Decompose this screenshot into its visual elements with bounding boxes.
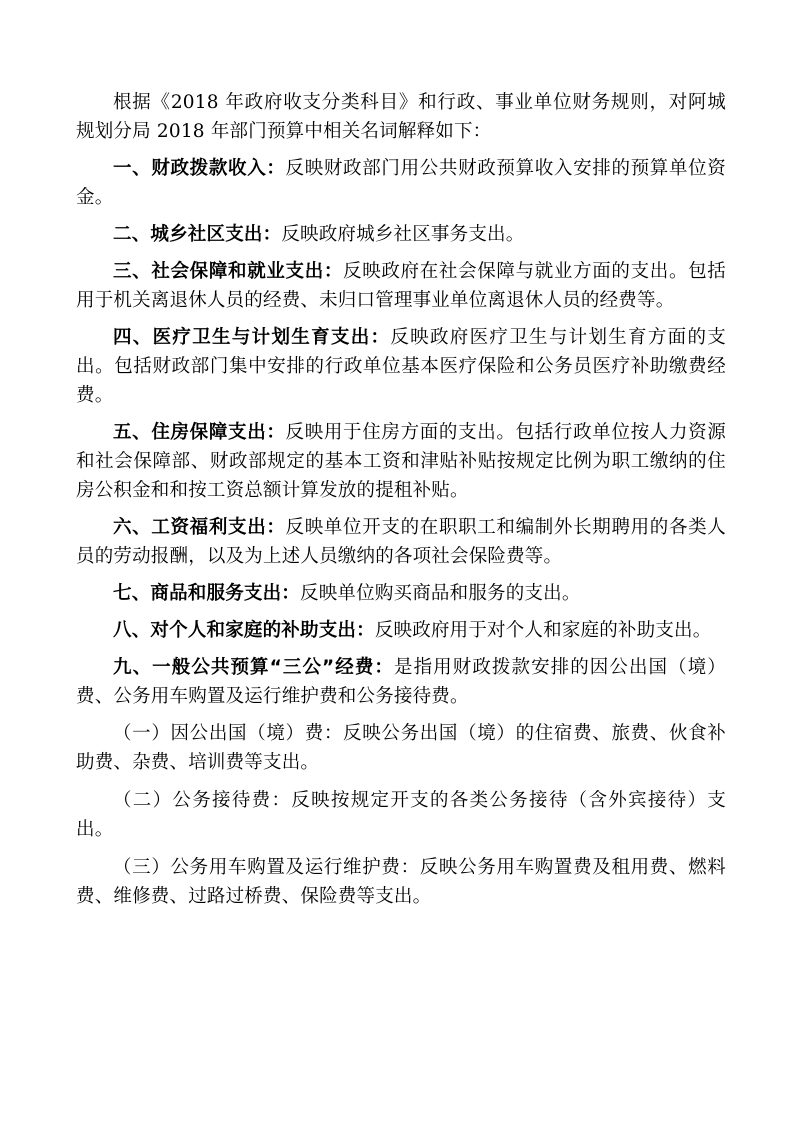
paragraph-heading: 四、医疗卫生与计划生育支出： bbox=[113, 327, 391, 348]
sub-item-3 bbox=[76, 853, 726, 911]
paragraph-body: 反映政府医疗卫生与计划生育方面的支出。包括财政部门集中安排的行政单位基本医疗保险和公务员医疗补助缴费经费。 bbox=[76, 327, 726, 406]
sub-item-2 bbox=[76, 786, 726, 844]
paragraph-heading: 二、城乡社区支出： bbox=[113, 224, 282, 245]
paragraph-body: 反映用于住房方面的支出。包括行政单位按人力资源和社会保障部、财政部规定的基本工资和津贴补贴按规定比例为职工缴纳的住房公积金和和按工资总额计算发放的提租补贴。 bbox=[76, 422, 726, 501]
document-page bbox=[76, 88, 726, 920]
definition-item-7 bbox=[76, 579, 726, 608]
paragraph-body: （二）公务接待费：反映按规定开支的各类公务接待（含外宾接待）支出。 bbox=[76, 790, 726, 840]
paragraph-body: 反映单位购买商品和服务的支出。 bbox=[300, 583, 581, 604]
paragraph-body: 反映财政部门用公共财政预算收入安排的预算单位资金。 bbox=[76, 158, 726, 208]
paragraph-body: 反映政府在社会保障与就业方面的支出。包括用于机关离退休人员的经费、未归口管理事业单位离退休人员的经费等。 bbox=[76, 261, 726, 311]
paragraph-body: （三）公务用车购置及运行维护费：反映公务用车购置费及租用费、燃料费、维修费、过路过桥费、保险费等支出。 bbox=[76, 857, 726, 907]
paragraph-body: 是指用财政拨款安排的因公出国（境）费、公务用车购置及运行维护费和公务接待费。 bbox=[76, 657, 726, 707]
paragraph-heading: 五、住房保障支出： bbox=[113, 422, 286, 443]
paragraph-body: 反映单位开支的在职职工和编制外长期聘用的各类人员的劳动报酬，以及为上述人员缴纳的各项社会保险费等。 bbox=[76, 517, 726, 567]
paragraph-body: 反映政府城乡社区事务支出。 bbox=[281, 224, 525, 245]
definition-item-6 bbox=[76, 513, 726, 571]
definition-item-8 bbox=[76, 616, 726, 645]
paragraph-heading: 三、社会保障和就业支出： bbox=[113, 261, 344, 282]
definition-item-3 bbox=[76, 257, 726, 315]
definition-item-2 bbox=[76, 220, 726, 249]
definition-item-5 bbox=[76, 418, 726, 505]
definition-item-9 bbox=[76, 653, 726, 711]
paragraph-heading: 七、商品和服务支出： bbox=[113, 583, 301, 604]
paragraph-body: （一）因公出国（境）费：反映公务出国（境）的住宿费、旅费、伙食补助费、杂费、培训费等支出。 bbox=[76, 723, 726, 773]
paragraph-heading: 八、对个人和家庭的补助支出： bbox=[113, 620, 375, 641]
definition-item-1 bbox=[76, 154, 726, 212]
paragraph-heading: 一、财政拨款收入： bbox=[113, 158, 286, 179]
paragraph-body: 根据《2018 年政府收支分类科目》和行政、事业单位财务规则，对阿城规划分局 2018 年部门预算中相关名词解释如下： bbox=[76, 92, 726, 142]
paragraph-heading: 九、一般公共预算“三公”经费： bbox=[113, 657, 395, 678]
intro-paragraph bbox=[76, 88, 726, 146]
definition-item-4 bbox=[76, 323, 726, 410]
paragraph-body: 反映政府用于对个人和家庭的补助支出。 bbox=[374, 620, 712, 641]
paragraph-heading: 六、工资福利支出： bbox=[113, 517, 286, 538]
sub-item-1 bbox=[76, 719, 726, 777]
